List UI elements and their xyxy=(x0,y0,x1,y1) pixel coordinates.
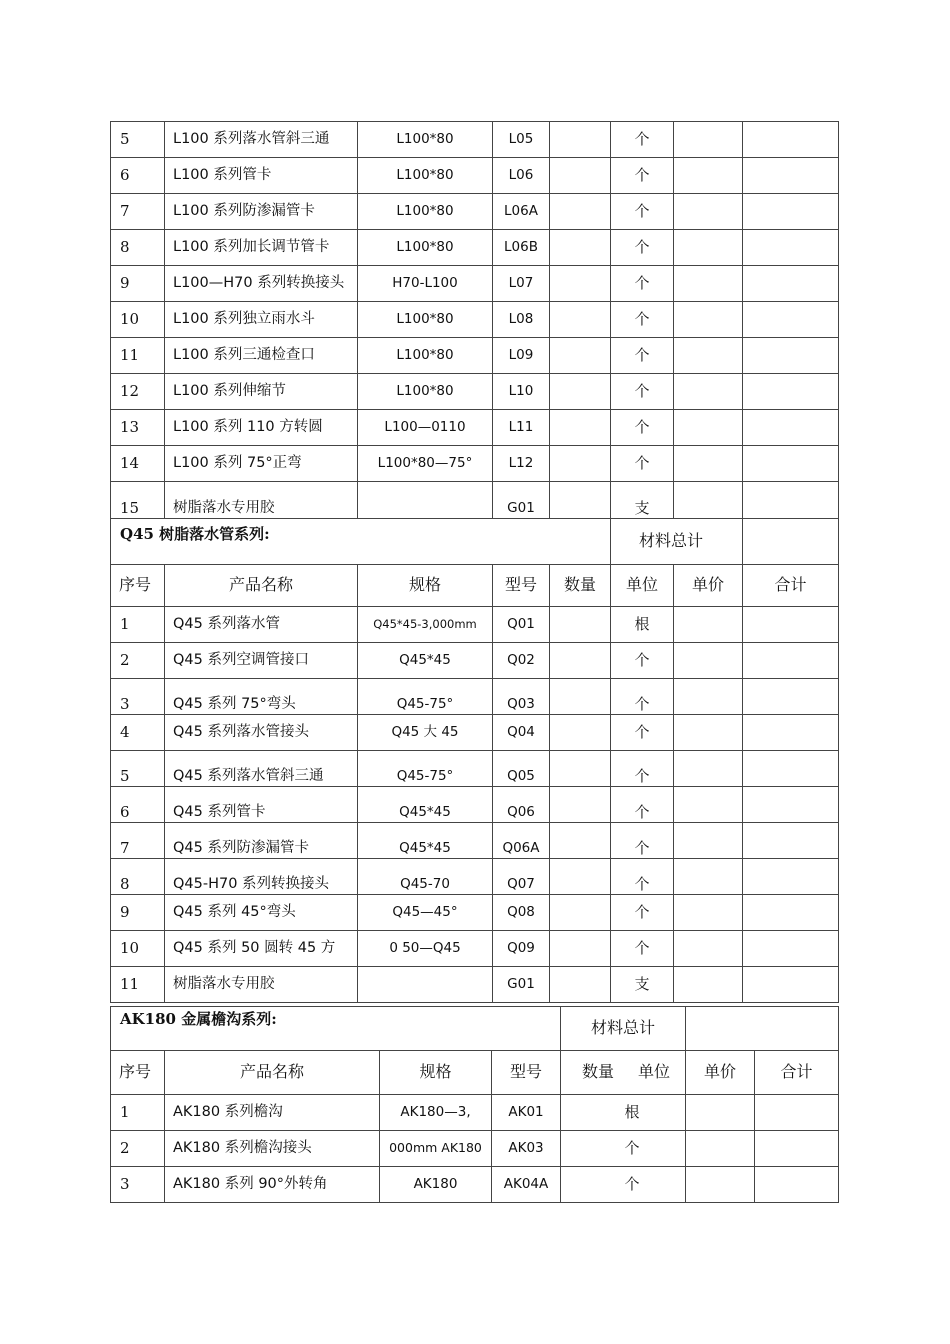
unit-cell: 个 xyxy=(611,230,674,266)
price-cell xyxy=(674,122,743,158)
sum-cell xyxy=(743,931,839,967)
unit-cell: 个 xyxy=(611,266,674,302)
product-model: L05 xyxy=(493,122,550,158)
product-model: AK04A xyxy=(492,1167,561,1203)
table-row xyxy=(111,122,839,158)
product-name: Q45 系列 45°弯头 xyxy=(165,895,358,931)
product-spec: L100*80 xyxy=(358,302,493,338)
table-row xyxy=(111,1167,839,1203)
product-name: L100 系列伸缩节 xyxy=(165,374,358,410)
table-row xyxy=(111,895,839,931)
product-model: Q01 xyxy=(493,607,550,643)
sum-cell xyxy=(743,446,839,482)
quantity-cell xyxy=(550,931,611,967)
quantity-cell xyxy=(550,679,611,715)
price-cell xyxy=(674,823,743,859)
unit-cell: 个 xyxy=(611,374,674,410)
product-name: L100 系列落水管斜三通 xyxy=(165,122,358,158)
col-header-price: 单价 xyxy=(686,1051,755,1095)
product-name: L100 系列管卡 xyxy=(165,158,358,194)
product-model: L06 xyxy=(493,158,550,194)
col-header-sum: 合计 xyxy=(743,565,839,607)
product-spec: L100*80 xyxy=(358,122,493,158)
product-spec: Q45*45-3,000mm xyxy=(358,607,493,643)
unit-cell: 个 xyxy=(611,410,674,446)
quantity-cell xyxy=(550,823,611,859)
table-row xyxy=(111,302,839,338)
quantity-cell xyxy=(550,230,611,266)
product-spec: Q45-75° xyxy=(358,751,493,787)
product-spec: Q45—45° xyxy=(358,895,493,931)
sum-cell xyxy=(743,715,839,751)
table-row xyxy=(111,194,839,230)
ak180-total-value xyxy=(686,1007,839,1051)
unit-cell: 个 xyxy=(611,931,674,967)
unit-cell: 个 xyxy=(561,1131,686,1167)
product-name: Q45 系列空调管接口 xyxy=(165,643,358,679)
row-number: 11 xyxy=(111,967,165,1003)
col-header-no: 序号 xyxy=(111,565,165,607)
col-header-spec: 规格 xyxy=(380,1051,492,1095)
row-number: 7 xyxy=(111,194,165,230)
price-cell xyxy=(674,302,743,338)
product-name: AK180 系列檐沟 xyxy=(165,1095,380,1131)
q45-section-title: Q45 树脂落水管系列: xyxy=(111,519,611,565)
quantity-cell xyxy=(550,482,611,519)
quantity-cell xyxy=(550,787,611,823)
table-row xyxy=(111,374,839,410)
col-header-name: 产品名称 xyxy=(165,565,358,607)
sum-cell xyxy=(743,751,839,787)
table-row xyxy=(111,446,839,482)
ak180-section-title: AK180 金属檐沟系列: xyxy=(111,1007,561,1051)
price-cell xyxy=(674,967,743,1003)
sum-cell xyxy=(743,482,839,519)
table-row xyxy=(111,1095,839,1131)
price-cell xyxy=(674,266,743,302)
quantity-cell xyxy=(550,751,611,787)
table-row xyxy=(111,410,839,446)
row-number: 6 xyxy=(111,158,165,194)
product-model: Q08 xyxy=(493,895,550,931)
price-cell xyxy=(674,643,743,679)
product-spec xyxy=(358,967,493,1003)
row-number: 5 xyxy=(111,751,165,787)
row-number: 14 xyxy=(111,446,165,482)
quantity-cell xyxy=(550,715,611,751)
ak180-rows xyxy=(111,1095,839,1203)
quantity-cell xyxy=(550,338,611,374)
l100-rows xyxy=(111,122,839,519)
unit-cell: 个 xyxy=(611,122,674,158)
sum-cell xyxy=(743,158,839,194)
sum-cell xyxy=(743,823,839,859)
sum-cell xyxy=(755,1095,839,1131)
q45-column-headers xyxy=(111,565,839,607)
product-name: Q45 系列 50 圆转 45 方 xyxy=(165,931,358,967)
col-header-unit: 单位 xyxy=(637,1062,670,1082)
quantity-cell xyxy=(550,302,611,338)
product-spec: Q45*45 xyxy=(358,787,493,823)
table-row xyxy=(111,823,839,859)
col-header-model: 型号 xyxy=(492,1051,561,1095)
product-model: L12 xyxy=(493,446,550,482)
product-spec: L100*80—75° xyxy=(358,446,493,482)
q45-total-value xyxy=(743,519,839,565)
product-spec: 000mm AK180 xyxy=(380,1131,492,1167)
sum-cell xyxy=(743,967,839,1003)
col-header-name: 产品名称 xyxy=(165,1051,380,1095)
price-cell xyxy=(674,895,743,931)
row-number: 8 xyxy=(111,230,165,266)
sum-cell xyxy=(743,230,839,266)
product-model: Q07 xyxy=(493,859,550,895)
q45-section-header-row xyxy=(111,519,839,565)
price-cell xyxy=(674,607,743,643)
unit-cell: 个 xyxy=(561,1167,686,1203)
col-header-qty: 数量 xyxy=(550,565,611,607)
product-spec: Q45-75° xyxy=(358,679,493,715)
ak180-column-headers xyxy=(111,1051,839,1095)
table-row xyxy=(111,679,839,715)
product-model: L09 xyxy=(493,338,550,374)
product-spec: Q45*45 xyxy=(358,643,493,679)
row-number: 3 xyxy=(111,679,165,715)
product-name: L100 系列独立雨水斗 xyxy=(165,302,358,338)
sum-cell xyxy=(743,122,839,158)
col-header-qty: 数量 xyxy=(581,1062,614,1082)
q45-rows xyxy=(111,607,839,1003)
product-name: AK180 系列檐沟接头 xyxy=(165,1131,380,1167)
row-number: 5 xyxy=(111,122,165,158)
product-name: Q45 系列落水管斜三通 xyxy=(165,751,358,787)
price-cell xyxy=(686,1131,755,1167)
col-header-unit: 单位 xyxy=(611,565,674,607)
unit-cell: 支 xyxy=(611,482,674,519)
col-header-spec: 规格 xyxy=(358,565,493,607)
row-number: 4 xyxy=(111,715,165,751)
row-number: 9 xyxy=(111,266,165,302)
sum-cell xyxy=(743,374,839,410)
sum-cell xyxy=(743,679,839,715)
product-name: Q45 系列管卡 xyxy=(165,787,358,823)
product-model: L06B xyxy=(493,230,550,266)
product-name: Q45 系列落水管 xyxy=(165,607,358,643)
price-cell xyxy=(674,374,743,410)
table-row xyxy=(111,787,839,823)
product-model: AK03 xyxy=(492,1131,561,1167)
product-model: Q03 xyxy=(493,679,550,715)
product-spec: AK180—3, xyxy=(380,1095,492,1131)
sum-cell xyxy=(743,410,839,446)
col-header-no: 序号 xyxy=(111,1051,165,1095)
product-name: Q45 系列落水管接头 xyxy=(165,715,358,751)
product-model: Q04 xyxy=(493,715,550,751)
table-row xyxy=(111,859,839,895)
quantity-cell xyxy=(550,122,611,158)
col-header-model: 型号 xyxy=(493,565,550,607)
col-header-price: 单价 xyxy=(674,565,743,607)
col-header-qty-unit xyxy=(561,1051,686,1095)
product-spec xyxy=(358,482,493,519)
product-spec: L100*80 xyxy=(358,338,493,374)
product-model: L08 xyxy=(493,302,550,338)
product-name: L100 系列加长调节管卡 xyxy=(165,230,358,266)
quantity-cell xyxy=(550,410,611,446)
product-name: L100 系列 110 方转圆 xyxy=(165,410,358,446)
product-name: Q45-H70 系列转换接头 xyxy=(165,859,358,895)
quantity-cell xyxy=(550,859,611,895)
price-cell xyxy=(674,158,743,194)
quantity-cell xyxy=(550,446,611,482)
price-cell xyxy=(674,194,743,230)
product-name: L100 系列 75°正弯 xyxy=(165,446,358,482)
sum-cell xyxy=(743,895,839,931)
unit-cell: 个 xyxy=(611,715,674,751)
sum-cell xyxy=(743,607,839,643)
unit-cell: 个 xyxy=(611,302,674,338)
product-model: Q06A xyxy=(493,823,550,859)
unit-cell: 个 xyxy=(611,158,674,194)
product-name: AK180 系列 90°外转角 xyxy=(165,1167,380,1203)
product-name: 树脂落水专用胶 xyxy=(165,482,358,519)
row-number: 2 xyxy=(111,643,165,679)
row-number: 10 xyxy=(111,302,165,338)
product-model: L07 xyxy=(493,266,550,302)
product-spec: Q45 大 45 xyxy=(358,715,493,751)
product-model: L11 xyxy=(493,410,550,446)
price-cell xyxy=(686,1095,755,1131)
table-row xyxy=(111,1131,839,1167)
table-row xyxy=(111,931,839,967)
row-number: 15 xyxy=(111,482,165,519)
product-name: Q45 系列 75°弯头 xyxy=(165,679,358,715)
quantity-cell xyxy=(550,194,611,230)
product-name: L100 系列防渗漏管卡 xyxy=(165,194,358,230)
unit-cell: 个 xyxy=(611,679,674,715)
quantity-cell xyxy=(550,895,611,931)
unit-cell: 根 xyxy=(561,1095,686,1131)
row-number: 1 xyxy=(111,607,165,643)
sum-cell xyxy=(743,194,839,230)
product-name: L100—H70 系列转换接头 xyxy=(165,266,358,302)
unit-cell: 支 xyxy=(611,967,674,1003)
row-number: 13 xyxy=(111,410,165,446)
unit-cell: 个 xyxy=(611,823,674,859)
price-cell xyxy=(674,410,743,446)
row-number: 3 xyxy=(111,1167,165,1203)
price-cell xyxy=(674,482,743,519)
ak180-total-label: 材料总计 xyxy=(561,1007,686,1051)
row-number: 12 xyxy=(111,374,165,410)
price-cell xyxy=(674,751,743,787)
table-row xyxy=(111,607,839,643)
product-table-ak180 xyxy=(110,1006,839,1203)
row-number: 9 xyxy=(111,895,165,931)
price-cell xyxy=(674,230,743,266)
sum-cell xyxy=(743,338,839,374)
product-name: 树脂落水专用胶 xyxy=(165,967,358,1003)
unit-cell: 个 xyxy=(611,194,674,230)
unit-cell: 个 xyxy=(611,338,674,374)
table-row xyxy=(111,482,839,519)
price-cell xyxy=(674,859,743,895)
table-row xyxy=(111,715,839,751)
table-row xyxy=(111,266,839,302)
product-model: Q02 xyxy=(493,643,550,679)
unit-cell: 个 xyxy=(611,446,674,482)
unit-cell: 根 xyxy=(611,607,674,643)
sum-cell xyxy=(743,859,839,895)
table-row xyxy=(111,158,839,194)
row-number: 2 xyxy=(111,1131,165,1167)
product-spec: 0 50—Q45 xyxy=(358,931,493,967)
product-model: G01 xyxy=(493,967,550,1003)
quantity-cell xyxy=(550,607,611,643)
product-table-l100-q45 xyxy=(110,121,839,1003)
product-name: Q45 系列防渗漏管卡 xyxy=(165,823,358,859)
product-model: G01 xyxy=(493,482,550,519)
product-spec: L100*80 xyxy=(358,230,493,266)
product-spec: L100*80 xyxy=(358,158,493,194)
table-row xyxy=(111,751,839,787)
price-cell xyxy=(674,931,743,967)
unit-cell: 个 xyxy=(611,859,674,895)
product-spec: L100—0110 xyxy=(358,410,493,446)
price-cell xyxy=(674,715,743,751)
sum-cell xyxy=(743,302,839,338)
product-model: Q09 xyxy=(493,931,550,967)
quantity-cell xyxy=(550,374,611,410)
price-cell xyxy=(674,446,743,482)
row-number: 6 xyxy=(111,787,165,823)
product-name: L100 系列三通检查口 xyxy=(165,338,358,374)
row-number: 1 xyxy=(111,1095,165,1131)
product-spec: L100*80 xyxy=(358,374,493,410)
table-row xyxy=(111,643,839,679)
quantity-cell xyxy=(550,967,611,1003)
product-spec: Q45-70 xyxy=(358,859,493,895)
row-number: 11 xyxy=(111,338,165,374)
sum-cell xyxy=(743,266,839,302)
unit-cell: 个 xyxy=(611,643,674,679)
sum-cell xyxy=(743,787,839,823)
price-cell xyxy=(674,787,743,823)
q45-total-label: 材料总计 xyxy=(611,519,743,565)
sum-cell xyxy=(755,1131,839,1167)
price-cell xyxy=(686,1167,755,1203)
product-model: AK01 xyxy=(492,1095,561,1131)
price-cell xyxy=(674,679,743,715)
row-number: 8 xyxy=(111,859,165,895)
product-model: Q05 xyxy=(493,751,550,787)
product-model: Q06 xyxy=(493,787,550,823)
quantity-cell xyxy=(550,643,611,679)
unit-cell: 个 xyxy=(611,895,674,931)
col-header-sum: 合计 xyxy=(755,1051,839,1095)
sum-cell xyxy=(755,1167,839,1203)
quantity-cell xyxy=(550,158,611,194)
product-spec: Q45*45 xyxy=(358,823,493,859)
table-row xyxy=(111,230,839,266)
row-number: 10 xyxy=(111,931,165,967)
product-spec: AK180 xyxy=(380,1167,492,1203)
table-row xyxy=(111,967,839,1003)
product-spec: L100*80 xyxy=(358,194,493,230)
sum-cell xyxy=(743,643,839,679)
row-number: 7 xyxy=(111,823,165,859)
unit-cell: 个 xyxy=(611,751,674,787)
product-spec: H70-L100 xyxy=(358,266,493,302)
table-row xyxy=(111,338,839,374)
product-model: L06A xyxy=(493,194,550,230)
unit-cell: 个 xyxy=(611,787,674,823)
quantity-cell xyxy=(550,266,611,302)
product-model: L10 xyxy=(493,374,550,410)
price-cell xyxy=(674,338,743,374)
ak180-section-header-row xyxy=(111,1007,839,1051)
